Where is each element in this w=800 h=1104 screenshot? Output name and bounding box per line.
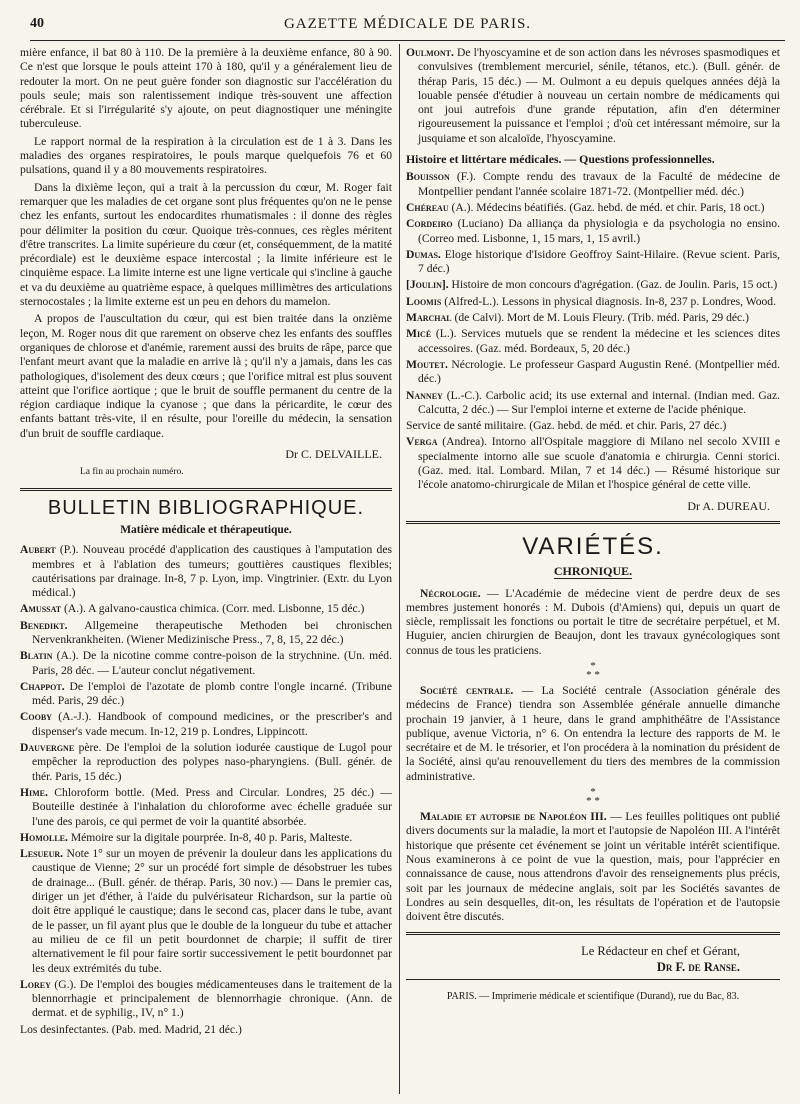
news-head: Nécrologie.: [420, 586, 481, 600]
entry-author: Oulmont.: [406, 46, 454, 59]
entry-text: Allgemeine therapeutische Methoden bei chronischen Nervenkrankheiten. (Wiener Medizinische Press., 7, 8, 15, 22 déc.): [32, 618, 392, 646]
news-item: [406, 810, 780, 924]
entry-author: Cooby: [20, 710, 52, 724]
news-text: — La Société centrale (Association générale des médecins de France) tiendra son Assemblée générale annuelle dimanche prochain 19 janvier, à 1 heure, dans le grand amphithéâtre de l'Assistance publique, avenue Victoria, n° 6. On entendra la lecture des rapports de M. le secrétaire et de M. le trésorier, et l'on procédera à la nomination du président de la Société, ainsi qu'au renouvellement du tiers des membres de la commission administrative.: [406, 683, 780, 783]
article-paragraph: A propos de l'auscultation du cœur, qui est bien traitée dans la onzième leçon, M. Roger nous dit que rarement on observe chez les enfants des souffles organiques de chlorose et d'anémie, rarement aussi des bruits de râpe, parce que l'enfant meurt avant que la maladie en arrive là ; qu'il n'y a jamais, dans les cas pathologiques, d'isolement des deux cœurs ; que l'orifice mitral est plus souvent atteint que l'orifice aortique ; que le bruit de souffle permanent du centre de la région cardiaque indique la cyanose ; que dans la péricardite, le cœur des enfants battant très-vite, il en résulte, pour l'oreille du médecin, la sensation d'un bruit de souffle cardiaque.: [20, 312, 392, 440]
news-head: Maladie et autopsie de Napoléon III.: [420, 810, 607, 824]
right-column: [406, 46, 780, 1005]
biblio-entry: [406, 201, 780, 215]
masthead: GAZETTE MÉDICALE DE PARIS.: [283, 16, 532, 32]
section-heading: Histoire et littértare médicales. — Questions professionnelles.: [406, 152, 715, 167]
entry-text: De l'hyoscyamine et de son action dans les névroses spasmodiques et convulsives (tremblement mercuriel, sénile, tétanos, etc.). (Bull. génér. de thérap Paris, 15 déc.) — M. Oulmont a eu depuis quelques années déjà la louable pensée d'étudier à nouveau un certain nombre de médicaments qui ont joui autrefois d'une grande réputation, afin d'en déterminer rigoureusement la puissance et l'emploi ; d'où cet intéressant mémoire, sur la jusquiame et son alcaloïde, l'hyoscyamine.: [418, 46, 780, 145]
entry-text: (de Calvi). Mort de M. Louis Fleury. (Trib. méd. Paris, 29 déc.): [451, 311, 749, 325]
biblio-entry: [406, 419, 780, 433]
entry-text: (Andrea). Intorno all'Ospitale maggiore di Milano nel secolo XVIII e specialmente intorno alle sue scuole d'anatomia e chirurgia. Cenni storici. (Gaz. med. ital. Lombard. Milan, 7 et 14 déc.) — Résumé historique sur l'école anatomo-chirurgicale de Milan et l'hospice général de cette ville.: [418, 435, 780, 492]
entry-text: (G.). De l'emploi des bougies médicamenteuses dans le traitement de la blennorrhagie et principalement de blennorrhagie chronique. (Ann. de dermat. et de syphilig., IV, n° 1.): [32, 977, 392, 1020]
entry-text: Eloge historique d'Isidore Geoffroy Saint-Hilaire. (Revue scient. Paris, 7 déc.): [418, 247, 780, 276]
entry-author: Aubert: [20, 543, 56, 557]
entry-author: Amussat: [20, 602, 62, 616]
biblio-entry: [20, 619, 392, 648]
editor-name: Dr F. de Ranse.: [656, 960, 740, 975]
biblio-entry: [20, 543, 392, 600]
footer-rule: [406, 979, 780, 980]
asterism-icon: * * *: [586, 786, 600, 808]
biblio-entry: [406, 358, 780, 387]
entry-text: (A.). Médecins béatifiés. (Gaz. hebd. de méd. et chir. Paris, 18 oct.): [448, 200, 765, 214]
biblio-entry: [20, 978, 392, 1021]
section-rule: [20, 488, 392, 491]
chronique-title: CHRONIQUE.: [553, 564, 633, 579]
news-item: [406, 587, 780, 658]
entry-author: Chéreau: [406, 200, 449, 214]
entry-text: (L.). Services mutuels que se rendent la médecine et les sciences dites accessoires. (Gaz. méd. Bordeaux, 5, 20 déc.): [418, 327, 780, 355]
biblio-entry: [20, 847, 392, 976]
news-item: [406, 684, 780, 784]
entry-author: Moutet.: [406, 357, 448, 371]
biblio-entry: [406, 311, 780, 325]
biblio-entry: [20, 1023, 392, 1037]
biblio-entry: [406, 327, 780, 356]
asterism-icon: * * *: [586, 659, 600, 681]
entry-text: père. De l'emploi de la solution iodurée caustique de Lugol pour empêcher la reproduction des polypes naso-pharyngiens. (Bull. génér. de thér. Paris, 15 déc.): [32, 741, 392, 783]
entry-author: Verga: [406, 435, 438, 449]
page-header: [30, 16, 785, 41]
biblio-entry: [20, 786, 392, 829]
author-signature: Dr A. DUREAU.: [687, 498, 770, 513]
biblio-entry: [406, 248, 780, 277]
entry-author: Lorey: [20, 977, 51, 991]
bulletin-title: BULLETIN BIBLIOGRAPHIQUE.: [47, 496, 365, 519]
entry-text: Mémoire sur la digitale pourprée. In-8, 40 p. Paris, Malteste.: [67, 830, 353, 844]
left-column: [20, 46, 392, 1039]
editor-signature: [406, 943, 740, 975]
news-text: — Les feuilles politiques ont publié divers documents sur la maladie, la mort et l'autopsie de Napoléon III. A l'intérêt historique que présente cet événement se joint un véritable intérêt scientifique. Nous examinerons à ce point de vue la question, mais, pour l'apprécier en connaissance de cause, nous attendrons d'avoir des renseignements plus précis, soit par les journaux de médecine anglais, soit par les Sociétés savantes de Londres au sein desquelles, dit-on, les résultats de l'opération et de l'autopsie doivent être discutés.: [406, 810, 780, 924]
chronique-heading: [406, 564, 780, 578]
entry-text: Histoire de mon concours d'agrégation. (Gaz. de Joulin. Paris, 15 oct.): [448, 278, 778, 292]
entry-author: Blatin: [20, 649, 53, 663]
entry-author: Dauvergne: [20, 741, 75, 755]
section-rule: [406, 932, 780, 935]
entry-text: (P.). Nouveau procédé d'application des caustiques à l'amputation des membres et à l'ablation des tumeurs; gouttières caustiques flexibles; cautérisations par drainage. In-8, 7 p. Lyon, imp. Vingtrinier. (Extr. du Lyon médical.): [32, 543, 392, 600]
biblio-entry: [406, 217, 780, 246]
biblio-entry: [20, 680, 392, 709]
article-paragraph: mière enfance, il bat 80 à 110. De la première à la deuxième enfance, 80 à 90. Ce n'est que lorsque le pouls atteint 170 à 180, qu'il y a généralement lieu de redouter la mort. On ne peut guère fonder son diagnostic sur l'accélération du pouls seule; mais son ralentissement indique très-souvent une affection cérébrale. Et si l'irrégularité s'y ajoute, on peut diagnostiquer une méningite tuberculeuse.: [20, 46, 392, 131]
biblio-entry: [406, 170, 780, 199]
entry-author: Cordeiro: [406, 217, 453, 231]
page-number: 40: [30, 16, 44, 31]
entry-text: Chloroform bottle. (Med. Press and Circular. Londres, 25 déc.) — Bouteille destinée à l'inhalation du chloroforme avec échelle graduée sur l'une des parois, ce qui permet de voir la quantité absorbée.: [32, 785, 392, 828]
printer-imprint: PARIS. — Imprimerie médicale et scientifique (Durand), rue du Bac, 83.: [446, 991, 740, 1003]
entry-text: (F.). Compte rendu des travaux de la Faculté de médecine de Montpellier pendant l'année scolaire 1871-72. (Montpellier méd. déc.): [418, 170, 780, 198]
entry-author: Lesueur.: [20, 847, 64, 861]
entry-text: Service de santé militaire. (Gaz. hebd. de méd. et chir. Paris, 27 déc.): [406, 419, 727, 433]
entry-author: Marchal: [406, 311, 452, 325]
entry-author: Loomis: [406, 294, 442, 308]
bulletin-subtitle: Matière médicale et thérapeutique.: [120, 523, 292, 536]
editor-title: Le Rédacteur en chef et Gérant,: [581, 944, 740, 959]
author-signature: Dr C. DELVAILLE.: [285, 447, 382, 462]
news-text: — L'Académie de médecine vient de perdre deux de ses membres justement honorés : M. Dubois (d'Amiens) qui, depuis un quart de siècle, remplissait les fonctions ou portait le titre de secrétaire perpétuel, et M. Huguier, ancien chirurgien de Beaujon, dont les travaux gynécologiques sont connus de tous les praticiens.: [406, 586, 780, 657]
biblio-entry: [20, 710, 392, 739]
section-rule: [406, 521, 780, 524]
entry-text: (A.). A galvano-caustica chimica. (Corr. med. Lisbonne, 15 déc.): [61, 602, 365, 616]
entry-author: Chappot.: [20, 679, 65, 693]
entry-author: [Joulin].: [406, 278, 449, 292]
entry-text: (Alfred-L.). Lessons in physical diagnosis. In-8, 237 p. Londres, Wood.: [441, 294, 776, 308]
biblio-entry: [406, 278, 780, 292]
varietes-title: VARIÉTÉS.: [522, 532, 664, 560]
entry-text: Los desinfectantes. (Pab. med. Madrid, 21 déc.): [20, 1022, 242, 1036]
entry-author: Homolle.: [20, 830, 68, 844]
article-paragraph: Le rapport normal de la respiration à la circulation est de 1 à 3. Dans les maladies des organes respiratoires, le pouls marque quelquefois 76 et 60 pulsations, quand il y a 80 mouvements respiratoires.: [20, 134, 392, 177]
entry-author: Hime.: [20, 785, 48, 799]
article-paragraph: Dans la dixième leçon, qui a trait à la percussion du cœur, M. Roger fait remarquer que les maladies de cet organe sont plus fréquentes qu'on ne le pense chez les enfants, surtout les endocardites rhumatismales : il donne des règles pour délimiter la position du cœur. Quoique très-connues, ces règles méritent d'être transcrites. La limite supérieure du cœur (et, conséquemment, de la matité précordiale) est le deuxième espace intercostal ; la limite inférieure est le cinquième espace. La limite interne est une ligne verticale qui s'incline à gauche et va du deuxième au quatrième espace, à quelques millimètres des articulations sternocostales ; la limite externe est un peu en dehors du mamelon.: [20, 180, 392, 309]
biblio-entry: [406, 295, 780, 309]
biblio-entry: [406, 389, 780, 418]
news-head: Société centrale.: [420, 683, 514, 697]
biblio-entry: [20, 741, 392, 784]
entry-text: Note 1° sur un moyen de prévenir la douleur dans les applications du caustique de Vienne; 2° sur un procédé fort simple de désobstruer les tubes de drainage... (Bull. génér. de thérap. Paris, 30 nov.) — Dans le premier cas, diriger un jet d'éther, à l'aide du pulvérisateur Richardson, sur la partie où doit être appliqué le caustique; dans le second cas, placer dans le tube, avant de le passer, un fil ayant plus que le double de la longueur du tube et attacher au milieu de ce fil un petit bourdonnet de charpie; il suffit de tirer alternativement le fil pour faire sortir successivement le petit bourdonnet par les deux extrémités du tube.: [32, 847, 392, 975]
entry-text: (L.-C.). Carbolic acid; its use external and internal. (Indian med. Gaz. Calcutta, 2 déc.) — Sur l'emploi interne et externe de l'acide phénique.: [418, 388, 780, 416]
entry-author: Micé: [406, 327, 432, 341]
column-divider: [399, 44, 400, 1094]
biblio-entry: [20, 602, 392, 616]
biblio-entry: [20, 831, 392, 845]
entry-author: Benedikt.: [20, 618, 68, 632]
entry-author: Dumas.: [406, 247, 441, 261]
entry-author: Nanney: [406, 388, 443, 402]
biblio-entry: [406, 435, 780, 492]
continuation-note: La fin au prochain numéro.: [80, 467, 184, 478]
entry-text: Nécrologie. Le professeur Gaspard Augustin René. (Montpellier méd. déc.): [418, 357, 780, 386]
entry-text: De l'emploi de l'azotate de plomb contre l'ongle incarné. (Tribune méd. Paris, 29 déc.): [32, 679, 392, 708]
biblio-entry: [406, 46, 780, 146]
entry-author: Bouisson: [406, 170, 450, 184]
entry-text: (A.-J.). Handbook of compound medicines, or the prescriber's and dispenser's vade mecum. In-12, 219 p. Londres, Lippincott.: [32, 710, 392, 738]
biblio-entry: [20, 649, 392, 678]
entry-text: (Luciano) Da alliança da physiologia e da psychologia no ensino. (Correo med. Lisbonne, 1, 15 mars, 1, 15 avril.): [418, 217, 780, 245]
entry-text: (A.). De la nicotine comme contre-poison de la strychnine. (Un. méd. Paris, 28 déc. — L'auteur conclut négativement.: [32, 649, 392, 677]
